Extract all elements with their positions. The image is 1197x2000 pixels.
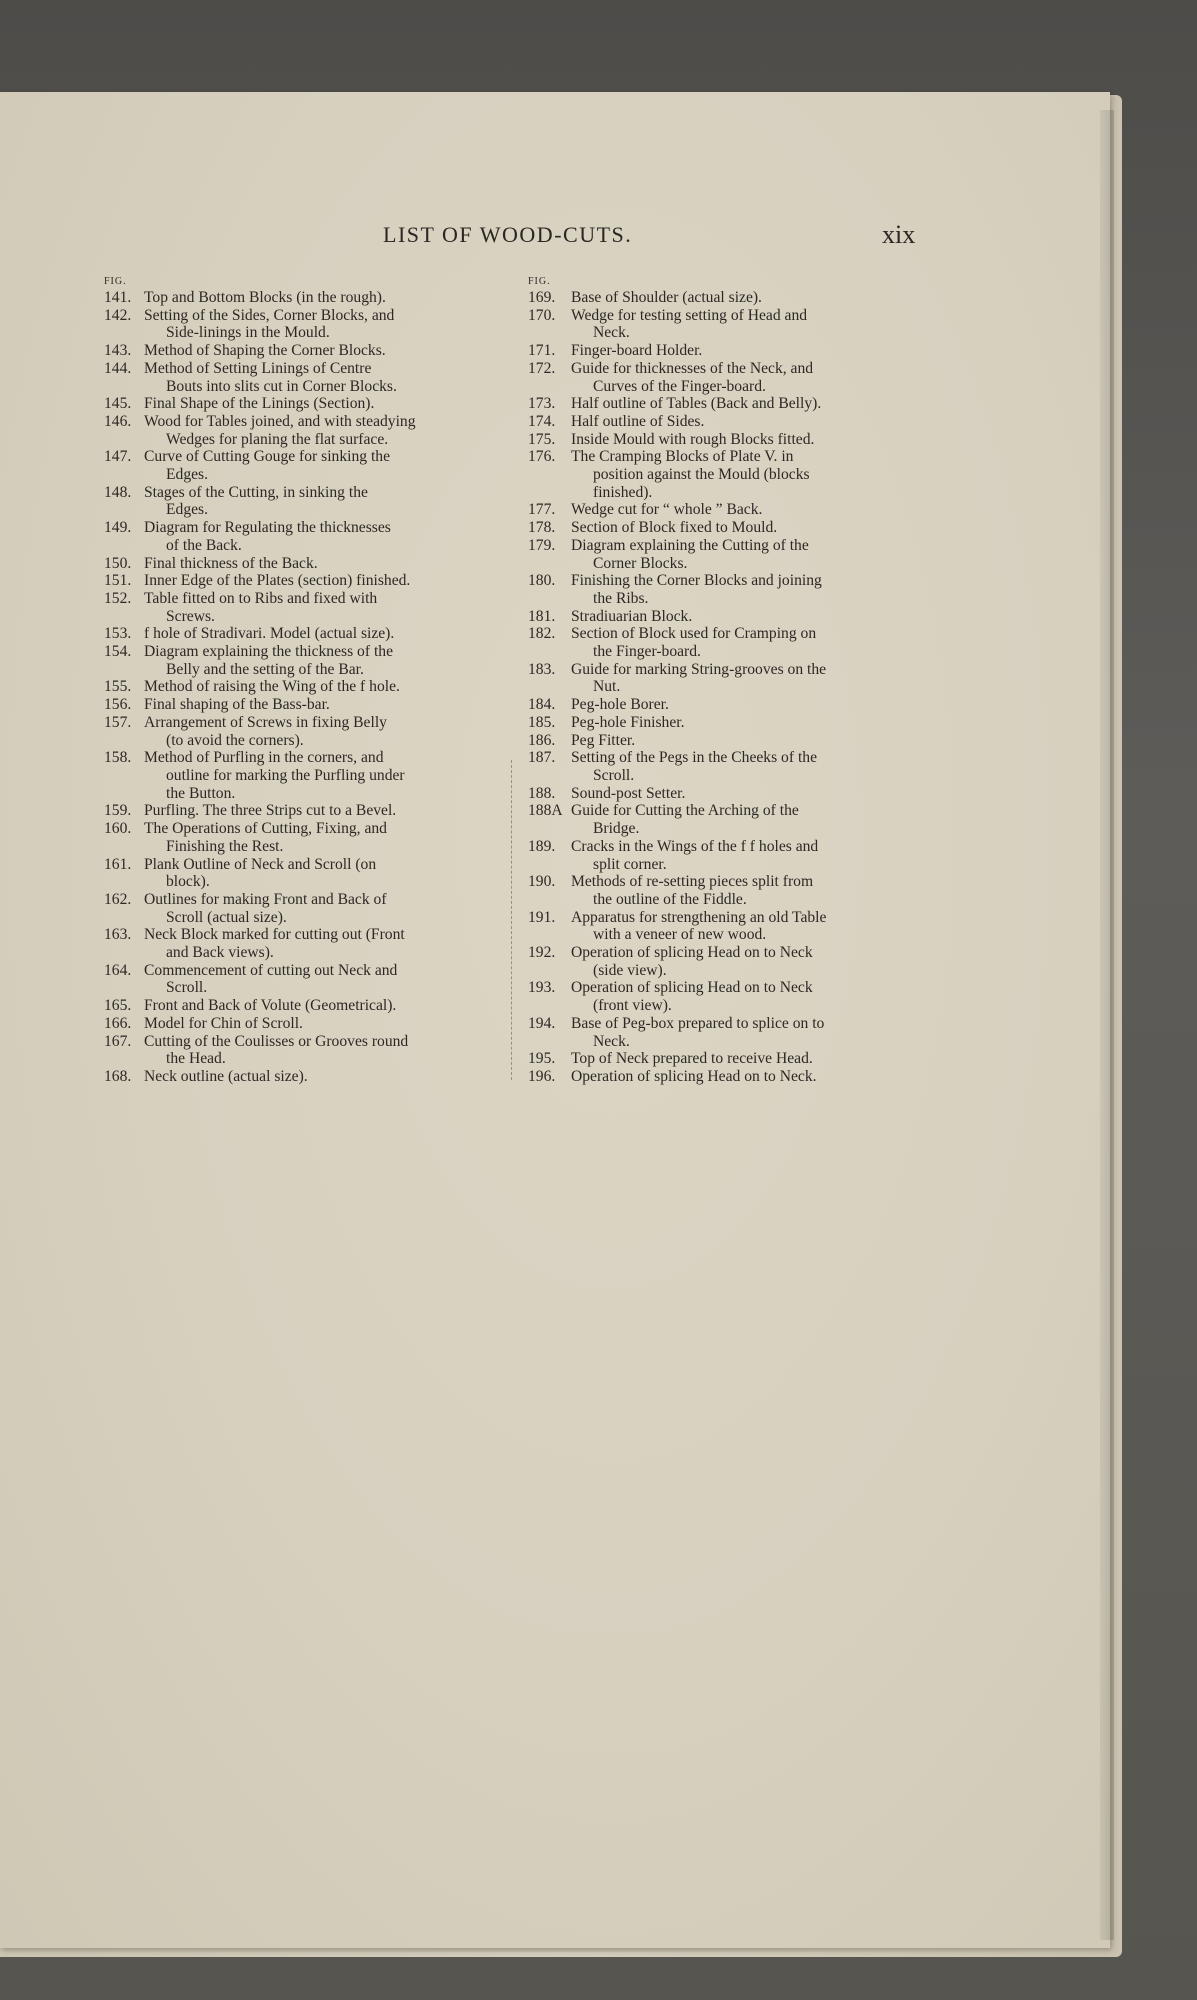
- right-entry-list: [528, 289, 920, 1086]
- figure-caption-line: Apparatus for strengthening an old Table: [571, 908, 827, 926]
- figure-entry: [528, 625, 920, 660]
- figure-caption-line: Half outline of Sides.: [571, 412, 705, 430]
- figure-entry: [104, 413, 496, 448]
- figure-number: 179.: [528, 536, 556, 554]
- right-column: [528, 276, 920, 1086]
- figure-entry: [104, 997, 496, 1015]
- figure-entry: [528, 572, 920, 607]
- figure-number: 146.: [104, 412, 132, 430]
- figure-entry: [104, 342, 496, 360]
- figure-number: 164.: [104, 961, 132, 979]
- figure-caption-continuation: Nut.: [593, 678, 621, 696]
- figure-entry: [104, 926, 496, 961]
- figure-number: 143.: [104, 342, 132, 360]
- figure-caption: [571, 714, 920, 732]
- figure-entry: [528, 696, 920, 714]
- figure-entry: [104, 289, 496, 307]
- figure-caption: [571, 1015, 920, 1050]
- figure-caption-continuation: and Back views).: [166, 944, 274, 962]
- figure-number: 183.: [528, 660, 556, 678]
- figure-number: 195.: [528, 1050, 556, 1068]
- figure-caption: [571, 289, 920, 307]
- figure-entry: [528, 1015, 920, 1050]
- figure-caption: [144, 413, 496, 448]
- figure-number: 159.: [104, 802, 132, 820]
- figure-caption-continuation: the outline of the Fiddle.: [593, 890, 747, 908]
- figure-entry: [528, 873, 920, 908]
- figure-number: 154.: [104, 643, 132, 661]
- figure-entry: [104, 696, 496, 714]
- figure-caption-line: Stages of the Cutting, in sinking the: [144, 483, 368, 501]
- figure-caption: [571, 696, 920, 714]
- figure-caption: [144, 856, 496, 891]
- figure-number: 169.: [528, 289, 556, 306]
- figure-caption-line: Inside Mould with rough Blocks fitted.: [571, 430, 815, 448]
- figure-entry: [528, 342, 920, 360]
- figure-caption-line: Wood for Tables joined, and with steadying: [144, 412, 416, 430]
- figure-caption-line: Commencement of cutting out Neck and: [144, 961, 398, 979]
- figure-caption-continuation: Corner Blocks.: [593, 554, 688, 572]
- figure-caption-line: Final Shape of the Linings (Section).: [144, 395, 375, 413]
- figure-entry: [528, 289, 920, 307]
- figure-caption: [571, 448, 920, 501]
- figure-entry: [528, 909, 920, 944]
- figure-caption-line: Finishing the Corner Blocks and joining: [571, 572, 822, 590]
- figure-caption: [571, 572, 920, 607]
- figure-entry: [528, 360, 920, 395]
- figure-entry: [528, 785, 920, 803]
- figure-number: 192.: [528, 944, 556, 962]
- figure-number: 185.: [528, 713, 556, 731]
- figure-caption: [571, 395, 920, 413]
- figure-caption: [144, 926, 496, 961]
- figure-caption-line: Top and Bottom Blocks (in the rough).: [144, 289, 386, 306]
- running-title: LIST OF WOOD-CUTS.: [383, 222, 633, 247]
- figure-caption-line: Model for Chin of Scroll.: [144, 1014, 303, 1032]
- figure-number: 188.: [528, 784, 556, 802]
- figure-entry: [528, 537, 920, 572]
- figure-number: 171.: [528, 342, 556, 360]
- figure-number: 189.: [528, 837, 556, 855]
- figure-caption: [571, 979, 920, 1014]
- figure-caption-line: Section of Block fixed to Mould.: [571, 519, 778, 537]
- figure-entry: [528, 944, 920, 979]
- figure-caption-line: Wedge cut for “ whole ” Back.: [571, 501, 763, 519]
- figure-caption-continuation: Bridge.: [593, 820, 640, 838]
- figure-number: 191.: [528, 908, 556, 926]
- figure-caption-continuation: Wedges for planing the flat surface.: [166, 430, 389, 448]
- figure-number: 168.: [104, 1067, 132, 1085]
- figure-number: 178.: [528, 519, 556, 537]
- figure-caption-line: Outlines for making Front and Back of: [144, 890, 387, 908]
- figure-number: 194.: [528, 1014, 556, 1032]
- figure-entry: [528, 661, 920, 696]
- figure-caption-continuation: split corner.: [593, 855, 667, 873]
- figure-caption-line: Method of Setting Linings of Centre: [144, 359, 372, 377]
- figure-caption-line: Guide for marking String-grooves on the: [571, 660, 827, 678]
- figure-caption-continuation: (to avoid the corners).: [166, 731, 304, 749]
- figure-caption-line: Setting of the Sides, Corner Blocks, and: [144, 306, 395, 324]
- figure-caption: [571, 749, 920, 784]
- figure-number: 141.: [104, 289, 132, 306]
- figure-number: 145.: [104, 395, 132, 413]
- figure-caption: [144, 997, 496, 1015]
- figure-caption-line: The Cramping Blocks of Plate V. in: [571, 448, 794, 466]
- figure-caption: [144, 625, 496, 643]
- figure-caption: [144, 307, 496, 342]
- figure-number: 144.: [104, 359, 132, 377]
- figure-caption-line: Guide for Cutting the Arching of the: [571, 802, 799, 820]
- figure-entry: [528, 732, 920, 750]
- figure-number: 151.: [104, 572, 132, 590]
- figure-caption-continuation: Side-linings in the Mould.: [166, 324, 330, 342]
- figure-entry: [528, 1068, 920, 1086]
- figure-caption: [571, 873, 920, 908]
- figure-entry: [528, 413, 920, 431]
- figure-caption-continuation: Curves of the Finger-board.: [593, 377, 766, 395]
- figure-caption: [144, 342, 496, 360]
- page-header: [0, 222, 1110, 252]
- figure-caption-line: Peg Fitter.: [571, 731, 636, 749]
- figure-caption: [144, 802, 496, 820]
- figure-caption-line: Methods of re-setting pieces split from: [571, 873, 814, 891]
- figure-caption: [144, 590, 496, 625]
- figure-caption-line: Cracks in the Wings of the f f holes and: [571, 837, 819, 855]
- figure-number: 184.: [528, 696, 556, 714]
- figure-entry: [104, 891, 496, 926]
- figure-caption-continuation: the Ribs.: [593, 589, 649, 607]
- figure-caption-line: Base of Peg-box prepared to splice on to: [571, 1014, 825, 1032]
- figure-number: 188A: [528, 802, 563, 820]
- figure-entry: [104, 749, 496, 802]
- figure-number: 170.: [528, 306, 556, 324]
- figure-number: 155.: [104, 678, 132, 696]
- figure-caption-continuation: (side view).: [593, 961, 667, 979]
- figure-number: 176.: [528, 448, 556, 466]
- figure-entry: [528, 979, 920, 1014]
- figure-caption: [144, 289, 496, 307]
- figure-caption: [571, 537, 920, 572]
- figure-number: 156.: [104, 696, 132, 714]
- figure-caption: [144, 519, 496, 554]
- figure-number: 165.: [104, 997, 132, 1015]
- figure-number: 193.: [528, 979, 556, 997]
- figure-caption: [571, 307, 920, 342]
- figure-entry: [104, 307, 496, 342]
- figure-number: 174.: [528, 412, 556, 430]
- figure-entry: [528, 519, 920, 537]
- figure-caption: [144, 714, 496, 749]
- figure-caption-line: Diagram explaining the thickness of the: [144, 643, 393, 661]
- figure-number: 149.: [104, 519, 132, 537]
- figure-caption-line: Guide for thicknesses of the Neck, and: [571, 359, 814, 377]
- figure-caption-line: Half outline of Tables (Back and Belly).: [571, 395, 822, 413]
- figure-caption-continuation: the Finger-board.: [593, 643, 701, 661]
- figure-entry: [104, 678, 496, 696]
- figure-caption-line: Operation of splicing Head on to Neck.: [571, 1067, 817, 1085]
- figure-number: 181.: [528, 607, 556, 625]
- figure-entry: [104, 1068, 496, 1086]
- figure-caption-line: Plank Outline of Neck and Scroll (on: [144, 855, 377, 873]
- figure-number: 162.: [104, 890, 132, 908]
- figure-caption: [571, 1068, 920, 1086]
- figure-entry: [104, 572, 496, 590]
- figure-entry: [528, 608, 920, 626]
- figure-number: 153.: [104, 625, 132, 643]
- figure-number: 173.: [528, 395, 556, 413]
- figure-caption: [571, 802, 920, 837]
- figure-caption: [571, 838, 920, 873]
- figure-caption-line: Diagram for Regulating the thicknesses: [144, 519, 391, 537]
- figure-number: 157.: [104, 713, 132, 731]
- figure-number: 161.: [104, 855, 132, 873]
- figure-entry: [104, 1033, 496, 1068]
- figure-caption-line: Top of Neck prepared to receive Head.: [571, 1050, 813, 1068]
- figure-caption: [571, 785, 920, 803]
- figure-caption: [571, 519, 920, 537]
- figure-number: 148.: [104, 483, 132, 501]
- figure-number: 163.: [104, 926, 132, 944]
- figure-number: 177.: [528, 501, 556, 519]
- figure-caption-line: Section of Block used for Cramping on: [571, 625, 817, 643]
- figure-caption-continuation: Scroll.: [593, 766, 635, 784]
- figure-caption-line: Purfling. The three Strips cut to a Bevel.: [144, 802, 397, 820]
- figure-caption: [144, 962, 496, 997]
- figure-caption: [571, 342, 920, 360]
- figure-caption-line: Front and Back of Volute (Geometrical).: [144, 997, 397, 1015]
- figure-entry: [104, 519, 496, 554]
- figure-caption-line: Peg-hole Borer.: [571, 696, 669, 714]
- figure-caption: [571, 625, 920, 660]
- figure-caption: [144, 749, 496, 802]
- figure-caption-continuation: Scroll.: [166, 979, 208, 997]
- figure-caption-line: Final shaping of the Bass-bar.: [144, 696, 330, 714]
- figure-caption-continuation: finished).: [593, 483, 653, 501]
- figure-caption: [571, 431, 920, 449]
- fig-heading-left: FIG.: [104, 276, 127, 287]
- figure-caption-line: Peg-hole Finisher.: [571, 713, 685, 731]
- figure-caption: [144, 643, 496, 678]
- figure-caption: [571, 501, 920, 519]
- figure-caption: [144, 360, 496, 395]
- figure-caption-line: Method of Purfling in the corners, and: [144, 749, 384, 767]
- figure-number: 186.: [528, 731, 556, 749]
- figure-caption-line: Base of Shoulder (actual size).: [571, 289, 762, 306]
- figure-caption-line: Method of Shaping the Corner Blocks.: [144, 342, 386, 360]
- figure-entry: [528, 431, 920, 449]
- figure-caption-continuation: Screws.: [166, 607, 215, 625]
- figure-caption-continuation: with a veneer of new wood.: [593, 926, 767, 944]
- figure-caption-continuation: Finishing the Rest.: [166, 837, 284, 855]
- figure-entry: [104, 395, 496, 413]
- figure-caption-line: Inner Edge of the Plates (section) finished.: [144, 572, 411, 590]
- figure-number: 147.: [104, 448, 132, 466]
- figure-caption-line: Setting of the Pegs in the Cheeks of the: [571, 749, 817, 767]
- figure-caption-continuation: Belly and the setting of the Bar.: [166, 660, 364, 678]
- figure-caption-line: Arrangement of Screws in fixing Belly: [144, 713, 387, 731]
- figure-caption-continuation: block).: [166, 873, 210, 891]
- figure-caption-line: Operation of splicing Head on to Neck: [571, 944, 813, 962]
- figure-entry: [528, 802, 920, 837]
- figure-caption-line: Final thickness of the Back.: [144, 554, 318, 572]
- figure-number: 182.: [528, 625, 556, 643]
- figure-number: 196.: [528, 1067, 556, 1085]
- figure-number: 180.: [528, 572, 556, 590]
- figure-number: 158.: [104, 749, 132, 767]
- fig-heading-right: FIG.: [528, 276, 551, 287]
- figure-entry: [528, 307, 920, 342]
- figure-caption: [144, 555, 496, 573]
- figure-number: 150.: [104, 554, 132, 572]
- figure-caption: [144, 696, 496, 714]
- figure-number: 190.: [528, 873, 556, 891]
- figure-caption-continuation: position against the Mould (blocks: [593, 466, 810, 484]
- figure-entry: [104, 555, 496, 573]
- figure-caption: [144, 1015, 496, 1033]
- figure-entry: [104, 643, 496, 678]
- figure-caption-continuation: Edges.: [166, 466, 209, 484]
- figure-number: 142.: [104, 306, 132, 324]
- figure-caption-continuation: the Head.: [166, 1050, 226, 1068]
- column-divider: [511, 760, 512, 1080]
- figure-entry: [528, 838, 920, 873]
- figure-entry: [104, 590, 496, 625]
- figure-entry: [104, 714, 496, 749]
- figure-entry: [528, 448, 920, 501]
- figure-entry: [104, 962, 496, 997]
- figure-caption-line: The Operations of Cutting, Fixing, and: [144, 820, 387, 838]
- figure-caption: [144, 678, 496, 696]
- figure-caption-continuation: of the Back.: [166, 536, 242, 554]
- figure-entry: [528, 395, 920, 413]
- figure-caption-line: Table fitted on to Ribs and fixed with: [144, 589, 378, 607]
- figure-entry: [528, 714, 920, 732]
- figure-caption-continuation: outline for marking the Purfling under: [166, 766, 405, 784]
- figure-caption: [571, 661, 920, 696]
- figure-caption-continuation: Neck.: [593, 1032, 630, 1050]
- figure-entry: [104, 484, 496, 519]
- figure-caption: [144, 448, 496, 483]
- left-entry-list: [104, 289, 496, 1086]
- page-number: xix: [882, 220, 916, 249]
- figure-caption: [144, 395, 496, 413]
- figure-caption-line: Neck outline (actual size).: [144, 1067, 308, 1085]
- figure-caption-line: Finger-board Holder.: [571, 342, 703, 360]
- figure-number: 152.: [104, 589, 132, 607]
- figure-caption-continuation: Neck.: [593, 324, 630, 342]
- figure-caption: [144, 1033, 496, 1068]
- figure-caption-line: f hole of Stradivari. Model (actual size).: [144, 625, 395, 643]
- figure-caption-line: Stradiuarian Block.: [571, 607, 693, 625]
- figure-entry: [104, 625, 496, 643]
- figure-caption-continuation: the Button.: [166, 784, 236, 802]
- figure-caption-line: Neck Block marked for cutting out (Front: [144, 926, 405, 944]
- figure-caption-line: Diagram explaining the Cutting of the: [571, 536, 809, 554]
- figure-caption: [571, 1050, 920, 1068]
- figure-entry: [528, 501, 920, 519]
- figure-entry: [104, 360, 496, 395]
- figure-caption: [144, 484, 496, 519]
- figure-entry: [104, 856, 496, 891]
- figure-number: 187.: [528, 749, 556, 767]
- figure-caption-line: Wedge for testing setting of Head and: [571, 306, 808, 324]
- figure-number: 172.: [528, 359, 556, 377]
- figure-entry: [104, 1015, 496, 1033]
- figure-entry: [104, 820, 496, 855]
- left-column: [104, 276, 496, 1086]
- figure-caption: [571, 732, 920, 750]
- figure-caption: [144, 572, 496, 590]
- figure-caption-line: Method of raising the Wing of the f hole.: [144, 678, 400, 696]
- figure-caption: [571, 413, 920, 431]
- figure-caption-continuation: Bouts into slits cut in Corner Blocks.: [166, 377, 397, 395]
- page-edge-shadow: [1100, 110, 1114, 1940]
- figure-entry: [528, 1050, 920, 1068]
- figure-caption: [144, 1068, 496, 1086]
- figure-entry: [104, 448, 496, 483]
- figure-caption-continuation: Scroll (actual size).: [166, 908, 287, 926]
- figure-caption-line: Cutting of the Coulisses or Grooves round: [144, 1032, 409, 1050]
- figure-caption-continuation: (front view).: [593, 997, 672, 1015]
- figure-caption: [571, 360, 920, 395]
- figure-caption-continuation: Edges.: [166, 501, 209, 519]
- figure-caption: [571, 608, 920, 626]
- figure-number: 167.: [104, 1032, 132, 1050]
- figure-caption-line: Sound-post Setter.: [571, 784, 686, 802]
- figure-caption-line: Operation of splicing Head on to Neck: [571, 979, 813, 997]
- figure-number: 166.: [104, 1014, 132, 1032]
- figure-entry: [528, 749, 920, 784]
- figure-caption: [144, 820, 496, 855]
- figure-entry: [104, 802, 496, 820]
- figure-caption: [571, 944, 920, 979]
- figure-caption: [571, 909, 920, 944]
- figure-number: 160.: [104, 820, 132, 838]
- figure-caption: [144, 891, 496, 926]
- figure-number: 175.: [528, 430, 556, 448]
- figure-caption-line: Curve of Cutting Gouge for sinking the: [144, 448, 391, 466]
